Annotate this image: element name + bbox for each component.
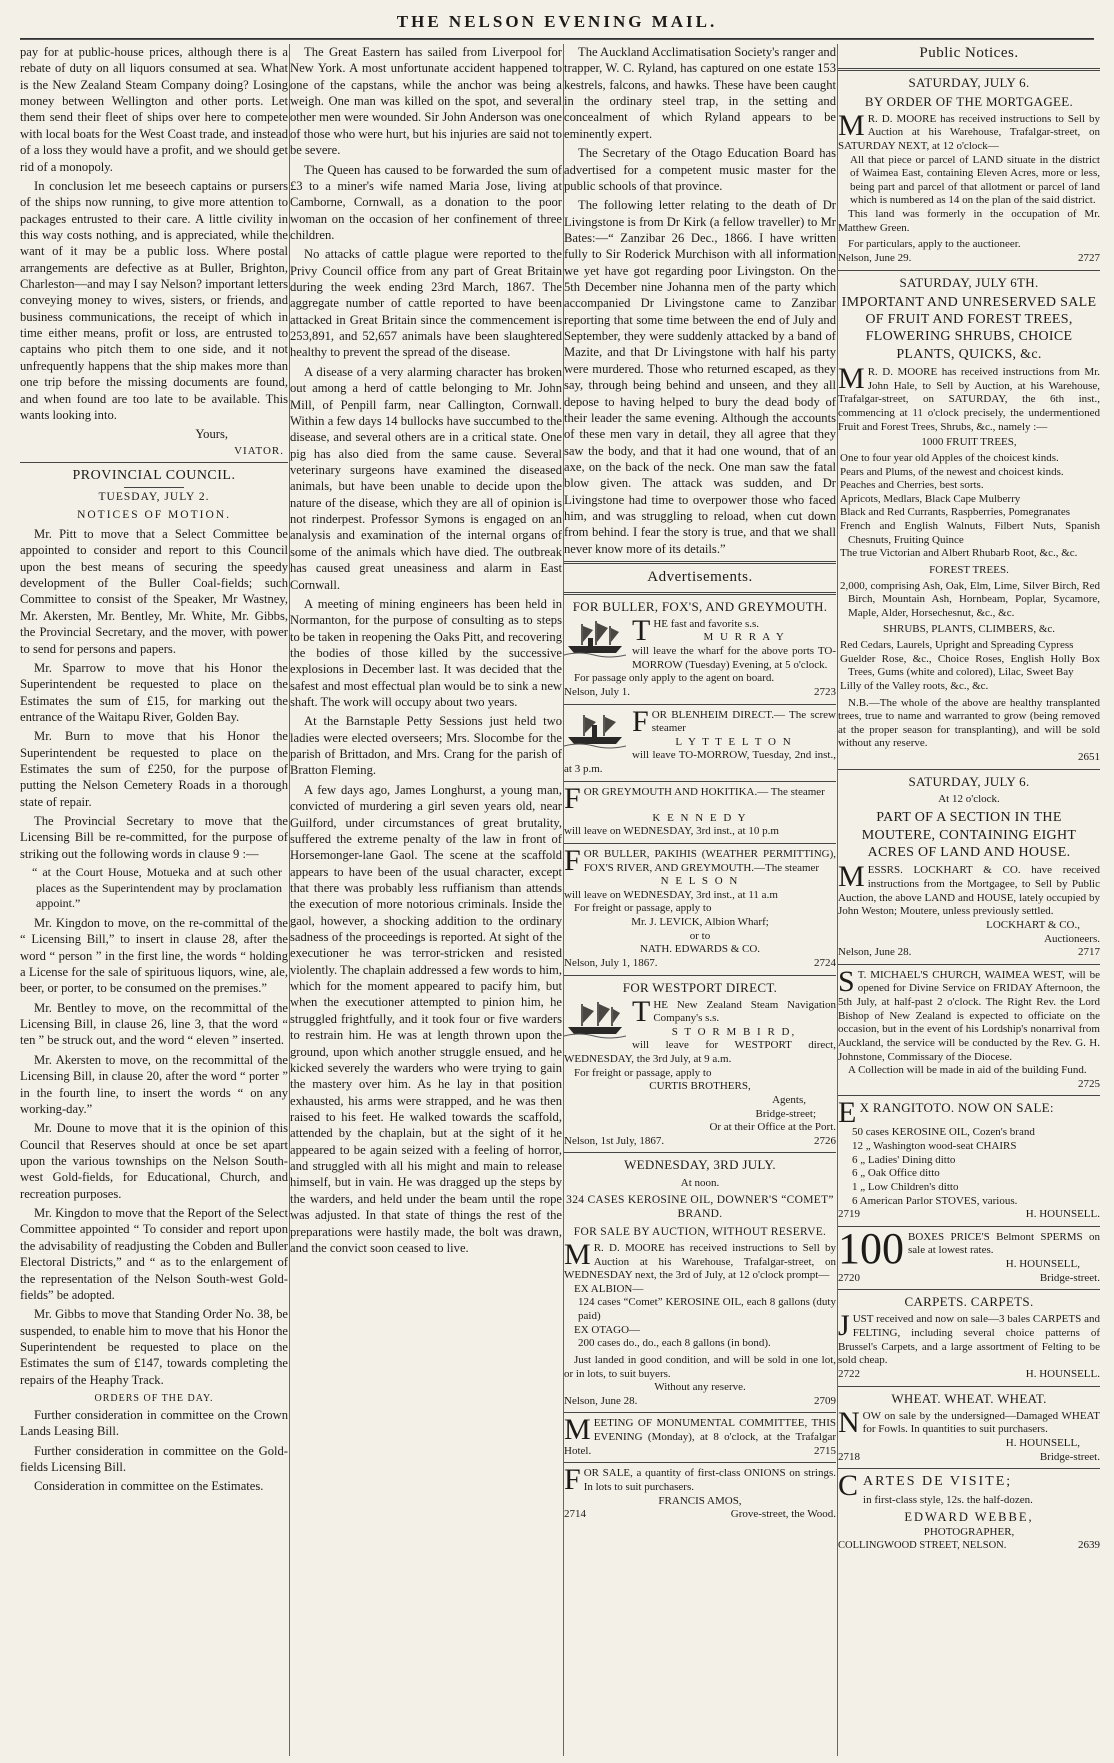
dropcap: S [838,964,855,998]
list-item: Pears and Plums, of the newest and choicest kinds. [840,465,1064,478]
notice-moutere-section [838,774,1100,960]
ad-name: FRANCIS AMOS, [658,1494,742,1507]
list-item: 50 cases KEROSINE OIL, Cozen's brand [852,1126,1035,1139]
list-item: Guelder Rose, &c., Choice Roses, English Holly Box Trees, Gums (white and colored), Lilac, Sweet Bay [840,652,1100,679]
news-paragraph: The Queen has caused to be forwarded the sum of £3 to a miner's wife named Maria Jose, living at Camborne, Cornwall, as a donation to the poor woman on the occasion of her confinement of three children. [290,162,562,242]
ad-onions [564,1463,836,1522]
ad-item: 200 cases do., do., each 8 gallons (in bond). [578,1337,771,1350]
dropcap: M [564,1237,591,1271]
council-heading: PROVINCIAL COUNCIL. [72,467,236,483]
list-item: Black and Red Currants, Raspberries, Pomegranates [840,506,1071,519]
ad-heading: FOR WESTPORT DIRECT. [622,979,778,995]
notice-sperms [838,1223,1100,1286]
dropcap: M [838,860,865,894]
notice-text: All that piece or parcel of LAND situate in the district of Waimea East, containing Eleven Acres, more or less, being part and parcel of that allotment or parcel of land which is numbered as 14 on the plan of the said district. [850,153,1100,207]
dropcap: N [838,1405,860,1439]
notice-name: H. HOUNSELL, [1005,1258,1080,1271]
council-paragraph: Mr. Kingdon to move that the Report of the Select Committee appointed “ To consider and report upon the advisability of readjusting the Cobden and Buller Electoral Districts,” and “ as to the enlargement of the representation of the Nelson South-west Gold-fields” be adopted. [20,1206,288,1302]
ad-number: 2726 [814,1134,836,1147]
ad-agent: CURTIS BROTHERS, [649,1080,751,1093]
council-paragraph: Mr. Akersten to move, on the recommittal of the Licensing Bill, in clause 20, after the word “ porter ” in the fourth line, to insert the words “ on any working-day.” [20,1052,288,1116]
letter-paragraph: pay for at public-house prices, although there is a rebate of duty on all liquors consumed at sea. What is the New Zealand Steam Company doing? Losing money between Wellington and other ports. Let them send their fleet of ships over here to compete with local boats for the West Coast trade, and instead of a loss they would have a profit, and we should get rid of a monopoly. [20,45,288,174]
notice-name: H. HOUNSELL. [1025,1367,1100,1380]
notice-number: 2718 [838,1450,860,1463]
orders-heading: ORDERS OF THE DAY. [94,1393,214,1405]
section-rule [564,561,836,564]
notice-text: This land was formerly in the occupation of Mr. Matthew Green. [838,208,1100,234]
notice-street: Bridge-street. [1039,1271,1100,1284]
newspaper-title: THE NELSON EVENING MAIL. [396,12,718,31]
ad-place: Nelson, July 1, 1867. [564,956,658,969]
notice-rangitoto [838,1096,1100,1221]
ad-text: HE New Zealand Steam Navigation Company's s.s. [653,998,836,1025]
ad-number: 2709 [814,1394,836,1407]
notice-date: SATURDAY, JULY 6TH. [899,274,1039,290]
notice-fruit-trees [838,275,1100,765]
ad-text: or to [689,929,711,942]
ship-icon [564,709,626,749]
council-quote: “ at the Court House, Motueka and at such other places as the Superintendent may by proclamation appoint.” [32,865,282,911]
notice-date: SATURDAY, JULY 6. [908,773,1030,789]
notice-number: 2722 [838,1367,860,1380]
dropcap: J [838,1309,850,1343]
dropcap: E [838,1096,857,1130]
ship-icon [564,618,626,658]
section-rule [838,68,1100,71]
notice-street: Bridge-street. [1039,1450,1100,1463]
ad-agent: Mr. J. LEVICK, Albion Wharf; [631,916,769,928]
ad-text: EX ALBION— [574,1282,644,1295]
council-paragraph: Mr. Pitt to move that a Select Committee be appointed to consider and report to this Council upon the best means of securing the speedy development of the Buller Coal-fields; such Committee to consist of the Speaker, Mr Wastney, Mr. Akersten, Mr. Bentley, Mr. White, Mr. Gibbs, the Provincial Secretary, and the mover, with power to send for persons and papers. [20,526,288,656]
ad-number: 2724 [814,956,836,969]
news-paragraph: The Secretary of the Otago Education Board has advertised for a competent music master for the public schools of that province. [564,146,836,193]
dropcap: F [564,843,581,877]
column-4 [838,44,1100,1756]
ad-text: HE fast and favorite s.s. [653,617,760,630]
notice-firm: LOCKHART & CO., [986,918,1080,931]
ad-heading: WEDNESDAY, 3RD JULY. [624,1157,776,1173]
section-rule [838,1289,1100,1290]
letter-paragraph: In conclusion let me beseech captains or pursers of the ships now running, to give more attention to packages entrusted to their care. A little civility in this way costs nothing, and is appreciated, while the want of it may be a public loss. Where postal arrangements are defective as at Buller, Brighton, Charleston—and may I say Nelson? important letters conveying money to wives, sisters, or friends, and business communications, the receipt of which in time either means, profit or loss, are entrusted to captains who pitch them to one side, and it not unfrequently happens that the ship makes more than one trip before the missing documents are found, and when found are too late to be available. This wants looking into. [20,178,288,422]
section-rule [564,704,836,705]
notice-title: X RANGITOTO. NOW ON SALE: [859,1100,1054,1116]
notice-date: SATURDAY, JULY 6. [908,74,1030,90]
notice-title: BY ORDER OF THE MORTGAGEE. [864,93,1074,109]
council-paragraph: Mr. Sparrow to move that his Honor the Superintendent be requested to place on the Estimates the sum of £15, for marking out the entrance of the Waitapu River, Golden Bay. [20,660,288,724]
notice-title: IMPORTANT AND UNRESERVED SALE OF FRUIT AND FOREST TREES, FLOWERING SHRUBS, CHOICE PLANTS, QUICKS, &c. [841,294,1097,362]
list-item: 12 „ Washington wood-seat CHAIRS [852,1140,1017,1153]
notice-st-michaels [838,964,1100,1092]
advertisements-heading: Advertisements. [647,569,753,586]
ad-text: EX OTAGO— [574,1323,641,1336]
ad-text: EETING OF MONUMENTAL COMMITTEE, THIS EVENING (Monday), at 8 o'clock, at the Trafalgar Hotel. [564,1417,836,1457]
column-3 [564,44,836,1756]
news-paragraph: The following letter relating to the death of Dr Livingstone is from Dr Kirk (a fellow traveller) to Mr Bates:—“ Zanzibar 26 Dec., 1866. I have written fully to Sir Roderick Murchison with all information we yet have got regarding poor Livingston. On the 5th December nine Johanna men of the party which accompanied Dr Livingstone came to Zanzibar reporting that some time between the end of July and September, they were suddenly attacked by a band of Mazite, and that Dr Livingstone with half his party were murdered. Those who returned escaped, as they say, through being behind and unseen, and they all depose to having helped to bury the dead body of their leader the same evening. Although the accounts of these men vary in detail, they all agree that they saw the body, and that it had one wound, that of an axe, on the back of the neck. One man saw the fatal blow given. The attack was sudden, and Dr Livingstone had time to overpower those who faced him, and was struggling to reload, when cut down from behind. I fear the story is true, and that we shall never know more of its details.” [564,198,836,556]
notice-text: T. MICHAEL'S CHURCH, WAIMEA WEST, will be opened for Divine Service on FRIDAY Afternoon, the 5th July, at half-past 2 o'clock. The Right Rev. the Lord Bishop of New Zealand is expected to officiate on the occasion, but in the event of his Lordship's nonarrival from Auckland, the service will be conducted by the Rev. G. H. Johnstone, Commissary of the Diocese. [838,968,1100,1063]
section-rule [564,975,836,976]
notice-carpets [838,1294,1100,1381]
dropcap: M [564,1413,591,1447]
ad-place: Nelson, June 28. [564,1394,638,1407]
orders-paragraph: Further consideration in committee on the Crown Lands Leasing Bill. [20,1408,288,1439]
news-paragraph: A disease of a very alarming character has broken out among a herd of cattle belonging to Mr. John Mill, of Penpill farm, near Callington, Cornwall. Within a few days 14 bullocks have succumbed to the disease, and several others are in a critical state. One pig has also died from the same cause. Several veterinary surgeons have examined the diseased animals, but have been unable to decide upon the nature of the disease, which they are all of opinion is not rinderpest. Professor Symons is engaged on an analysis and examination of the internal organs of some of the animals which have died. The outbreak has caused great uneasiness and alarm in East Cornwall. [290,364,562,592]
notice-text: N.B.—The whole of the above are healthy transplanted trees, true to name and warranted to grow (being removed at the proper season for transplanting), and will be sold without any reserve. [838,696,1100,750]
public-notices-heading: Public Notices. [919,45,1019,61]
ad-number: 2723 [814,685,836,698]
ad-number: 2715 [814,1444,836,1457]
ad-text: Or at their Office at the Port. [709,1121,836,1134]
notice-text: UST received and now on sale—3 bales CARPETS and FELTING, including several choice patterns of Brussel's Carpets, and a large assortment of Felting to be sold cheap. [838,1313,1100,1367]
dropcap: T [632,994,651,1028]
notices-heading: NOTICES OF MOTION. [77,509,231,522]
notice-number: 2727 [1078,251,1100,264]
ad-number: 2714 [564,1508,586,1521]
ad-text: R. D. MOORE has received instructions to Sell by Auction at his Warehouse, Trafalgar-street, on WEDNESDAY next, the 3rd of July, at 12 o'clock prompt— [564,1241,836,1282]
notice-number: 2720 [838,1271,860,1284]
list-item: 6 American Parlor STOVES, various. [852,1194,1018,1207]
notice-number: 2651 [1078,751,1100,764]
list-item: Red Cedars, Laurels, Upright and Spreading Cypress [840,639,1074,652]
section-rule [838,769,1100,770]
council-paragraph: Mr. Bentley to move, on the recommittal of the Licensing Bill, in clause 26, line 3, that the word “ ten ” be struck out, and the word “ eleven ” inserted. [20,1000,288,1048]
ad-lyttelton [564,704,836,777]
news-paragraph: At the Barnstaple Petty Sessions just held two ladies were elected overseers; Mrs. Slocombe for the parish of Brittadon, and Mrs. Crang for the parish of Bratton Fleming. [290,714,562,778]
ad-text: For freight or passage, apply to [574,902,712,915]
notice-text: OW on sale by the undersigned—Damaged WHEAT for Fowls. In quantities to suit purchasers. [862,1409,1100,1436]
list-item: 6 „ Ladies' Dining ditto [852,1153,956,1166]
section-rule [20,462,288,463]
notice-number: 2639 [1078,1539,1100,1552]
notice-title: WHEAT. WHEAT. WHEAT. [891,1390,1047,1406]
section-rule [564,1462,836,1463]
notice-cartes-de-visite [838,1469,1100,1553]
masthead [0,0,1114,40]
ad-text: Just landed in good condition, and will be sold in one lot, or in lots, to suit buyers. [564,1353,836,1380]
section-rule [564,843,836,844]
notice-text: ESSRS. LOCKHART & CO. have received instructions from the Mortgagee, to Sell by Public Auction, the above LAND and HOUSE, lately occupied by John Weston; Moutere, unless previously settled. [838,864,1100,918]
ship-name: M U R R A Y [703,631,786,644]
notice-text: R. D. MOORE has received instructions to Sell by Auction at his Warehouse, Trafalgar-street, on SATURDAY NEXT, at 12 o'clock— [838,112,1100,152]
council-paragraph: Mr. Doune to move that it is the opinion of this Council that Reserves should at once be set apart upon the various townships on the Nelson South-west Gold-fields, for Educational, Church, and recreation purposes. [20,1121,288,1201]
ship-name: L Y T T E L T O N [675,735,793,748]
dropcap: M [838,108,865,142]
letter-signature: VIATOR. [234,444,284,457]
ship-icon [564,999,626,1039]
ad-agent: NATH. EDWARDS & CO. [639,943,761,956]
ad-text: For freight or passage, apply to [574,1066,712,1079]
ad-text: Bridge-street; [755,1107,816,1120]
notice-title: PART OF A SECTION IN THE MOUTERE, CONTAINING EIGHT ACRES OF LAND AND HOUSE. [861,810,1077,861]
notice-name: EDWARD WEBBE, [904,1510,1034,1525]
section-rule [838,270,1100,271]
ad-place: Nelson, July 1. [564,685,630,698]
notice-text: BOXES PRICE'S Belmont SPERMS on sale at lowest rates. [908,1230,1100,1257]
council-date: TUESDAY, JULY 2. [98,491,210,504]
notice-time: At 12 o'clock. [938,792,1000,805]
ad-text: Agents, [772,1093,806,1106]
column-1 [20,44,288,1756]
ad-monumental-committee [564,1413,836,1458]
ship-name: N E L S O N [660,875,740,888]
list-item: The true Victorian and Albert Rhubarb Root, &c., &c. [840,547,1078,560]
ad-heading: FOR BULLER, FOX'S, AND GREYMOUTH. [572,598,828,614]
notice-mortgagee [838,75,1100,266]
notice-name: H. HOUNSELL, [1005,1436,1080,1449]
list-heading: FOREST TREES. [929,563,1009,576]
ad-time: At noon. [680,1176,720,1189]
notice-text: PHOTOGRAPHER, [923,1525,1015,1538]
ad-street: Grove-street, the Wood. [730,1508,836,1521]
ad-murray [564,599,836,700]
list-heading: 1000 FRUIT TREES, [921,436,1017,449]
section-rule [564,1412,836,1413]
ad-text: For passage only apply to the agent on board. [574,672,775,685]
notice-title: ARTES DE VISITE; [863,1474,1013,1490]
section-rule [838,1095,1100,1096]
section-rule [564,592,836,595]
notice-text: R. D. MOORE has received instructions from Mr. John Hale, to Sell by Auction, at his Warehouse, Trafalgar-street, on SATURDAY, the 6th inst., commencing at 11 o'clock precisely, the undermentioned Fruit and Forest Trees, Shrubs, &c., namely :— [838,366,1100,433]
news-paragraph: No attacks of cattle plague were reported to the Privy Council office from any part of Great Britain during the week ending 23rd March, 1867. The aggregate number of cattle reported to have been attacked in Great Britain since the commencement is 253,891, and 52,657 animals have been slaughtered healthy to prevent the spread of the disease. [290,247,562,360]
ship-name: S T O R M B I R D, [671,1025,797,1038]
ad-text: will leave the wharf for the above ports TO-MORROW (Tuesday) Evening, at 5 o'clock. [632,645,836,671]
list-item: 1 „ Low Children's ditto [852,1180,959,1193]
news-paragraph: A meeting of mining engineers has been held in Normanton, for the purpose of consulting as to steps to be taken in reopening the Oaks Pitt, and recovering the bodies of those killed by the successive explosions in December last. It was decided that the safest and most effectual plan would be to sink a new shaft. The work will occupy about two years. [290,596,562,710]
section-rule [838,1468,1100,1469]
big-number: 100 [838,1223,904,1273]
notice-title: CARPETS. CARPETS. [904,1294,1034,1310]
notice-text: For particulars, apply to the auctioneer. [848,238,1021,251]
list-item: 2,000, comprising Ash, Oak, Elm, Lime, Silver Birch, Red Birch, Mountain Ash, Hornbeam, Poplar, Sycamore, Maple, Alder, Horsechesnut, &c., &c. [840,579,1100,619]
ad-kennedy [564,781,836,839]
list-item: Lilly of the Valley roots, &c., &c. [840,679,989,692]
notice-street: COLLINGWOOD STREET, NELSON. [838,1540,1007,1552]
notice-place: Nelson, June 28. [838,946,912,959]
section-rule [124,487,184,488]
ad-item: 124 cases “Comet” KEROSINE OIL, each 8 gallons (duty paid) [578,1296,836,1323]
letter-closing: Yours, [195,427,228,442]
ad-text: OR GREYMOUTH AND HOKITIKA.— The steamer [583,785,825,798]
orders-paragraph: Consideration in committee on the Estimates. [34,1479,264,1494]
council-paragraph: Mr. Kingdon to move, on the re-committal of the “ Licensing Bill,” to insert in clause 28, after the word “ person ” in the first line, the words “ holding a License for the sale of spirituous liquors, wine, ale, beer, or porter, to be consumed on the premises.” [20,915,288,996]
ad-text: will leave on WEDNESDAY, 3rd inst., at 10 p.m [564,825,779,838]
ad-text: Without any reserve. [654,1381,746,1394]
notice-number: 2719 [838,1208,860,1221]
ad-subheading: 324 CASES KEROSINE OIL, DOWNER'S “COMET” BRAND. [566,1194,834,1221]
ad-subheading: FOR SALE BY AUCTION, WITHOUT RESERVE. [573,1225,827,1238]
list-item: Peaches and Cherries, best sorts. [840,479,984,492]
list-item: One to four year old Apples of the choicest kinds. [840,451,1059,464]
news-paragraph: A few days ago, James Longhurst, a young man, convicted of murdering a girl seven years old, near Guilford, under circumstances of great brutality, suffered the extreme penalty of the law in front of Horsemonger-lane Gaol. The scene at the scaffold appears to have been of the usual character, except that there was probably less ruffianism than attends the execution of more notorious criminals. Inside the gaol, however, a shocking addition to the ordinary sadness of the proceedings is reported. At sight of the executioner he was terror-stricken and resisted violently. The chaplain addressed a few words to him, which for the moment appeared to pacify him, but when the executioner attempted to pinion him, he struggled frightfully, and it took four or five warders to restrain him. He was at length thrown upon the ground, upon which another struggle ensued, and he kicked severely the warders who were trying to gain the mastery over him. As he lay in that position exhausted, his arms were strapped, and he was then raised to his feet. He walked towards the scaffold, attended by the chaplain, but at the sight of it he appeared to be again seized with a feeling of horror, and struggled with all his might and main to release himself, but in vain. He was dragged up the steps by the warders, and held under the beam until the rope was adjusted. In that state of things the rest of the preparations were hastily made, the bolt was drawn, and the convict soon ceased to live. [290,782,562,1255]
ad-stormbird [564,980,836,1149]
ad-text: OR BLENHEIM DIRECT.— The screw steamer [651,708,836,735]
list-heading: SHRUBS, PLANTS, CLIMBERS, &c. [882,623,1056,636]
dropcap: F [564,1463,581,1497]
notice-place: Nelson, June 29. [838,251,912,264]
ad-kerosine-auction [564,1157,836,1408]
news-paragraph: The Great Eastern has sailed from Liverpool for New York. A most unfortunate accident happened to one of the capstans, while the anchor was being a weigh. One man was killed on the spot, and several other men were wounded. Sir John Anderson was one of those who were hurt, but his injuries are said not to be severe. [290,45,562,158]
section-rule [838,964,1100,965]
ad-text: OR BULLER, PAKIHIS (WEATHER PERMITTING), FOX'S RIVER, AND GREYMOUTH.—The steamer [583,847,836,874]
ad-text: will leave on WEDNESDAY, 3rd inst., at 11 a.m [564,888,778,901]
ad-nelson-steamer [564,843,836,971]
council-paragraph: Mr. Gibbs to move that Standing Order No. 38, be suspended, to enable him to move that his Honor the Superintendent be requested to place on the Estimates the sum of £147, towards completing the repairs of the Heaphy Track. [20,1307,288,1387]
ad-text: will leave TO-MORROW, Tuesday, 2nd inst., at 3 p.m. [564,749,836,775]
notice-number: 2725 [1078,1077,1100,1090]
news-paragraph: The Auckland Acclimatisation Society's ranger and trapper, W. C. Ryland, has captured on one estate 153 kestrels, falcons, and hawks. These have been caught in the ordinary steel trap, in the setting and concealment of which Ryland appears to be eminently expert. [564,45,836,141]
ad-text: will leave for WESTPORT direct, WEDNESDAY, the 3rd July, at 9 a.m. [564,1039,836,1066]
ad-place: Nelson, 1st July, 1867. [564,1134,665,1147]
section-rule [838,1386,1100,1387]
ad-text: OR SALE, a quantity of first-class ONIONS on strings. In lots to suit purchasers. [583,1467,836,1493]
ship-name: K E N N E D Y [652,811,748,824]
notice-name: H. HOUNSELL. [1025,1208,1100,1221]
council-paragraph: Mr. Burn to move that his Honor the Superintendent be requested to place on the Estimates the sum of £250, for the purpose of putting the Nelson Cemetery Roads in a thorough state of repair. [20,729,288,809]
notice-number: 2717 [1078,946,1100,959]
notice-text: Auctioneers. [1044,932,1100,945]
notice-text: A Collection will be made in aid of the building Fund. [848,1064,1087,1077]
dropcap: T [632,613,651,647]
list-item: Apricots, Medlars, Black Cape Mulberry [840,492,1021,505]
list-item: 6 „ Oak Office ditto [852,1167,940,1180]
section-rule [564,1152,836,1153]
council-paragraph: The Provincial Secretary to move that the Licensing Bill be re-committed, for the purpose of striking out the following words in clause 9 :— [20,814,288,861]
dropcap: F [632,704,649,738]
notice-text: in first-class style, 12s. the half-dozen. [863,1493,1033,1506]
dropcap: M [838,362,865,396]
orders-paragraph: Further consideration in committee on the Gold-fields Licensing Bill. [20,1443,288,1475]
dropcap: C [838,1469,861,1503]
masthead-rule [20,38,1094,40]
column-2 [290,44,562,1756]
list-item: French and English Walnuts, Filbert Nuts, Spanish Chesnuts, Fruiting Quince [840,520,1100,546]
dropcap: F [564,781,581,815]
notice-wheat [838,1391,1100,1465]
section-rule [564,781,836,782]
